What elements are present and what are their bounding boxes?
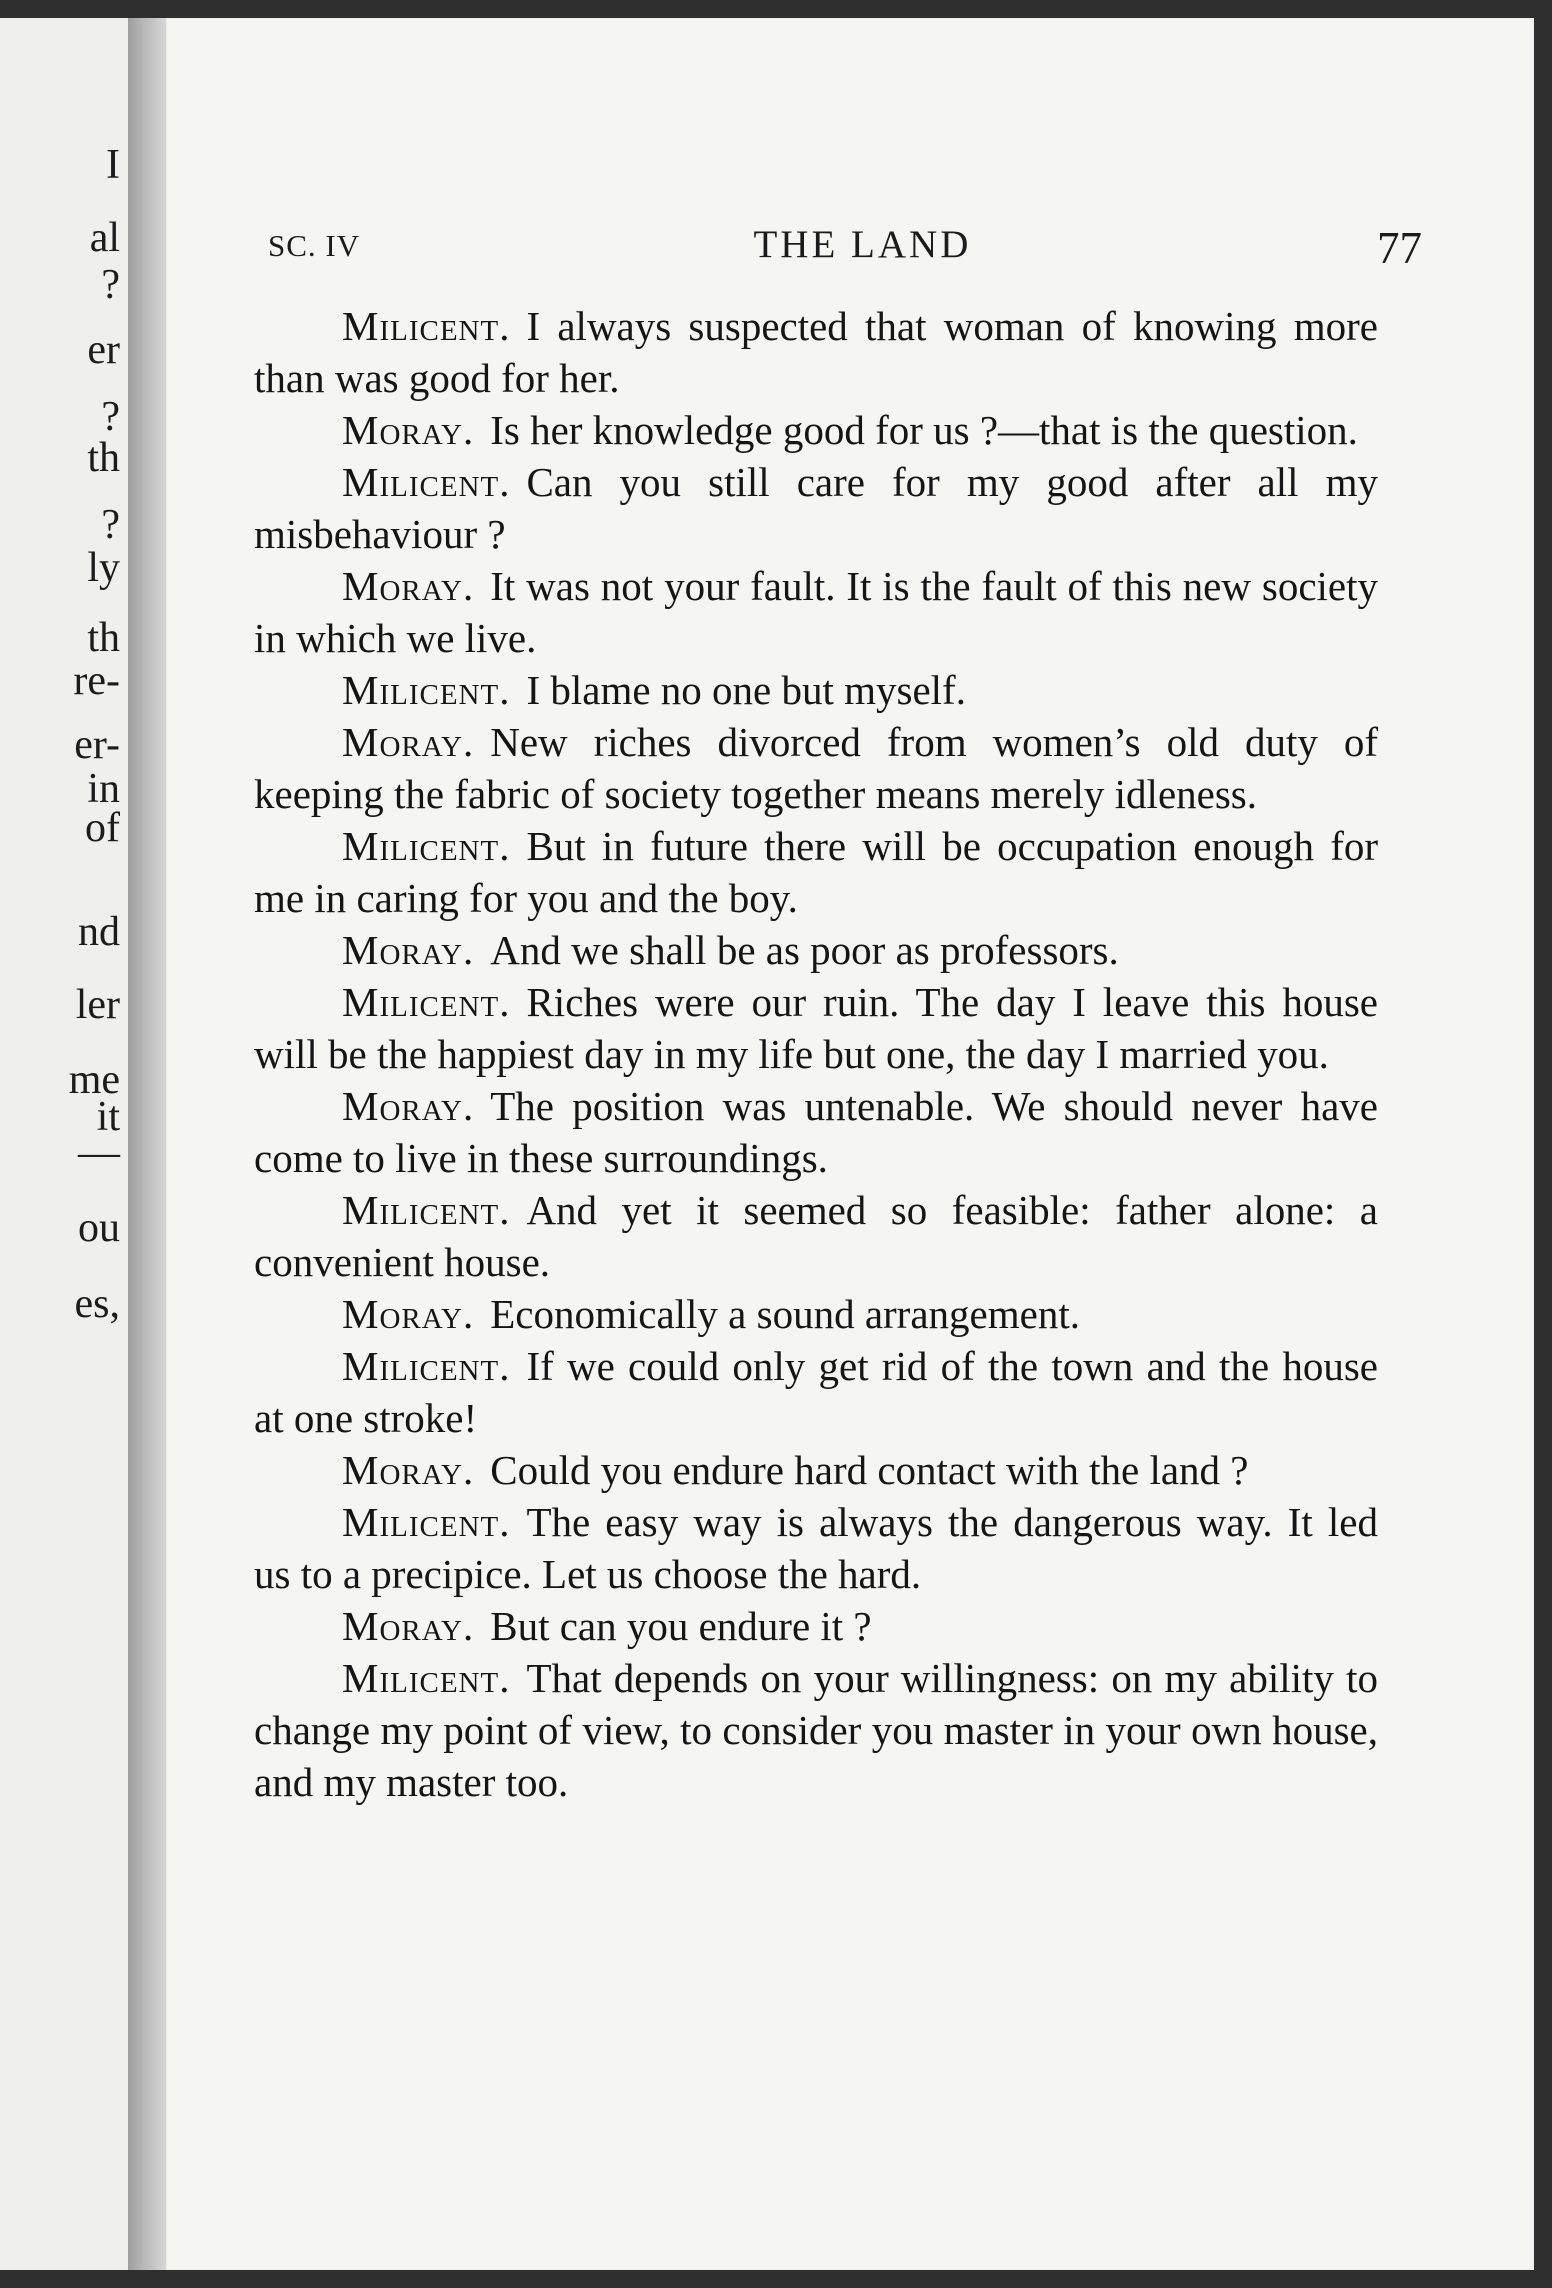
speaker-name: Moray. (342, 1291, 475, 1337)
speaker-name: Milicent. (342, 1343, 511, 1389)
speech-text: That depends on your willingness: on my ability to change my point of view, to consider you master in your own house, and my master too. (254, 1655, 1378, 1805)
left-page-fragment: ? (101, 262, 120, 308)
dialogue-paragraph (254, 1340, 1378, 1444)
left-page-fragment: it (96, 1094, 120, 1140)
left-page-fragment: ler (75, 982, 120, 1028)
speech-text: I always suspected that woman of knowing more than was good for her. (254, 303, 1378, 401)
speech-text: It was not your fault. It is the fault of this new society in which we live. (254, 563, 1378, 661)
left-page-fragment: er (87, 327, 120, 373)
running-title: THE LAND (753, 223, 972, 266)
speaker-name: Moray. (342, 927, 475, 973)
dialogue-paragraph (254, 1080, 1378, 1184)
page-header (268, 214, 1422, 284)
speech-text: Can you still care for my good after all my misbehaviour ? (254, 459, 1378, 557)
left-page-fragment: re- (73, 658, 120, 704)
speech-text: And we shall be as poor as professors. (490, 927, 1119, 973)
left-page-fragment: — (78, 1130, 120, 1176)
left-page-fragment: er- (74, 722, 120, 768)
speaker-name: Moray. (342, 1447, 475, 1493)
dialogue-paragraph (254, 456, 1378, 560)
book-gutter (128, 18, 166, 2270)
speaker-name: Moray. (342, 1083, 475, 1129)
left-page-fragment: th (87, 615, 120, 661)
left-page-fragment: ? (101, 502, 120, 548)
speaker-name: Moray. (342, 407, 475, 453)
speaker-name: Milicent. (342, 823, 511, 869)
dialogue-paragraph (254, 1288, 1378, 1340)
speaker-name: Milicent. (342, 1499, 511, 1545)
left-page-fragment: me (68, 1057, 120, 1103)
left-page-fragment: al (89, 215, 120, 261)
dialogue-paragraph (254, 300, 1378, 404)
left-page-fragment: I (106, 142, 120, 188)
left-page-fragment: ly (87, 545, 120, 591)
dialogue-paragraph (254, 1600, 1378, 1652)
speaker-name: Milicent. (342, 459, 511, 505)
speaker-name: Milicent. (342, 979, 511, 1025)
dialogue-paragraph (254, 716, 1378, 820)
dialogue-paragraph (254, 1652, 1378, 1808)
speech-text: Is her knowledge good for us ?—that is the question. (490, 407, 1358, 453)
left-page-fragment: ? (101, 394, 120, 440)
dialogue-text (254, 300, 1378, 1808)
speaker-name: Moray. (342, 563, 475, 609)
speaker-name: Milicent. (342, 1655, 511, 1701)
dialogue-paragraph (254, 560, 1378, 664)
dialogue-paragraph (254, 1496, 1378, 1600)
dialogue-paragraph (254, 1444, 1378, 1496)
speech-text: Economically a sound arrangement. (490, 1291, 1080, 1337)
left-page-fragment: es, (74, 1281, 120, 1327)
speech-text: New riches divorced from women’s old duty of keeping the fabric of society together means merely idleness. (254, 719, 1378, 817)
speaker-name: Milicent. (342, 667, 511, 713)
dialogue-paragraph (254, 820, 1378, 924)
left-page-fragment: in (87, 766, 120, 812)
speech-text: But can you endure it ? (490, 1603, 872, 1649)
left-page-fragment: nd (78, 909, 120, 955)
speaker-name: Moray. (342, 719, 475, 765)
dialogue-paragraph (254, 404, 1378, 456)
speaker-name: Milicent. (342, 1187, 511, 1233)
speech-text: I blame no one but myself. (526, 667, 966, 713)
speech-text: But in future there will be occupation enough for me in caring for you and the boy. (254, 823, 1378, 921)
speech-text: Riches were our ruin. The day I leave this house will be the happiest day in my life but one, the day I married you. (254, 979, 1378, 1077)
speech-text: The easy way is always the dangerous way. It led us to a precipice. Let us choose the hard. (254, 1499, 1378, 1597)
speech-text: Could you endure hard contact with the land ? (490, 1447, 1249, 1493)
book-page (166, 18, 1534, 2270)
dialogue-paragraph (254, 976, 1378, 1080)
speaker-name: Moray. (342, 1603, 475, 1649)
dialogue-paragraph (254, 664, 1378, 716)
speaker-name: Milicent. (342, 303, 511, 349)
speech-text: And yet it seemed so feasible: father alone: a convenient house. (254, 1187, 1378, 1285)
speech-text: If we could only get rid of the town and the house at one stroke! (254, 1343, 1378, 1441)
left-page-fragment: of (85, 805, 120, 851)
left-page-edge (0, 18, 128, 2270)
scene-label: SC. IV (268, 228, 361, 263)
speech-text: The position was untenable. We should never have come to live in these surroundings. (254, 1083, 1378, 1181)
left-page-fragment: th (87, 435, 120, 481)
dialogue-paragraph (254, 924, 1378, 976)
left-page-fragment: ou (78, 1205, 120, 1251)
page-number: 77 (1377, 223, 1422, 273)
dialogue-paragraph (254, 1184, 1378, 1288)
